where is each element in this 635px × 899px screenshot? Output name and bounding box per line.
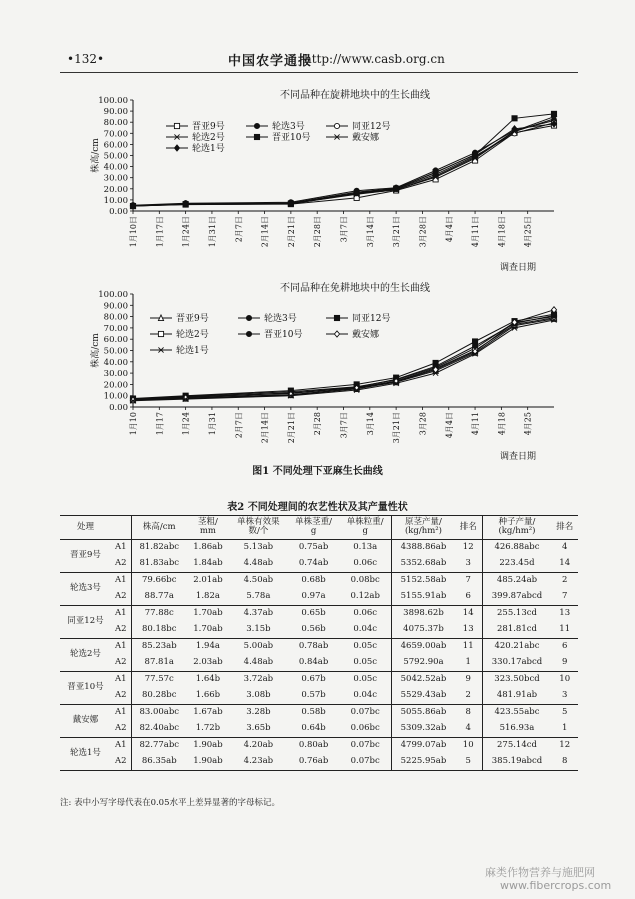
table-cell: 0.05c <box>339 638 391 655</box>
series-5 <box>130 313 556 402</box>
table-cell: 1.82a <box>187 589 229 606</box>
table-note: 注: 表中小写字母代表在0.05水平上差异显著的字母标记。 <box>60 798 280 808</box>
legend-marker <box>334 331 339 337</box>
x-tick-label: 4月4日 <box>444 216 454 243</box>
table-cell: 0.06c <box>339 556 391 573</box>
page-header <box>0 0 635 75</box>
table-cell: A1 <box>111 539 131 556</box>
x-tick-label: 3月21日 <box>392 412 402 444</box>
table-cell: 5309.32ab <box>392 721 455 738</box>
table-row <box>60 671 578 688</box>
table-cell: 85.23ab <box>141 641 177 652</box>
y-tick-label: 10.00 <box>103 195 128 206</box>
table-cell: 481.91ab <box>482 688 551 705</box>
table-cell: 0.07bc <box>339 737 391 754</box>
table-cell: 4.20ab <box>243 740 274 751</box>
y-tick-label: 0.00 <box>109 207 128 217</box>
table-cell: 1.86ab <box>193 542 223 553</box>
table-cell: 5.13ab <box>243 542 274 553</box>
table-cell: 5155.91ab <box>392 589 455 606</box>
table-cell: 4.23ab <box>229 754 288 771</box>
table-header-cell: 处理 <box>60 516 111 540</box>
treatment-name: 晋亚9号 <box>60 539 111 572</box>
table-row <box>60 737 578 754</box>
table-header-cell: 原茎产量/ (kg/hm²) <box>392 516 455 540</box>
table-cell: 1.70ab <box>187 622 229 639</box>
table-cell: 0.13a <box>339 539 391 556</box>
y-tick-label: 50.00 <box>103 151 128 162</box>
legend-item <box>326 313 390 324</box>
table-cell: A1 <box>111 704 131 721</box>
legend-label: 戴安娜 <box>352 330 380 340</box>
table-cell: 7 <box>551 589 578 606</box>
legend-item <box>246 132 310 143</box>
legend-item <box>246 120 305 132</box>
table-row <box>60 572 578 589</box>
table-cell: 0.06c <box>339 605 391 622</box>
table-cell: 420.21abc <box>494 641 540 652</box>
y-tick-label: 30.00 <box>103 369 128 380</box>
legend-marker <box>254 134 259 139</box>
table-cell: 5.00ab <box>243 641 274 652</box>
table-cell: A1 <box>111 638 131 655</box>
table-cell: 0.74ab <box>288 556 340 573</box>
legend-marker <box>334 134 340 139</box>
table-cell: 0.78ab <box>298 641 329 652</box>
table-header-cell: 种子产量/ (kg/hm²) <box>482 516 551 540</box>
table-cell: 5225.95ab <box>392 754 455 771</box>
treatment-name: 同亚12号 <box>60 605 111 638</box>
x-tick-label: 4月11 <box>471 412 481 436</box>
legend-label: 轮选1号 <box>192 144 225 154</box>
table-cell: 5 <box>455 754 482 771</box>
table-row <box>60 622 578 639</box>
table-caption: 表2 不同处理间的农艺性状及其产量性状 <box>227 502 408 513</box>
table-cell: 0.05c <box>339 671 391 688</box>
table-cell: 3.65b <box>229 721 288 738</box>
table-cell: 3898.62b <box>403 608 444 619</box>
table-cell: 82.40abc <box>131 721 187 738</box>
table-cell: 2 <box>455 688 482 705</box>
x-tick-label: 4月25 <box>523 412 533 436</box>
table-cell: 3.08b <box>229 688 288 705</box>
table-cell: 4 <box>455 721 482 738</box>
legend-item <box>326 121 390 132</box>
table-cell: 0.68b <box>301 575 326 586</box>
table-cell: 2.03ab <box>187 655 229 672</box>
table-cell: 4075.37b <box>392 622 455 639</box>
table-cell: A2 <box>111 655 131 672</box>
legend-label: 晋亚9号 <box>176 314 209 324</box>
table-cell: 1.90ab <box>187 754 229 771</box>
y-tick-label: 20.00 <box>103 184 128 195</box>
table-cell: 2.01ab <box>193 575 223 586</box>
chart-rotary-tillage <box>0 82 635 277</box>
x-tick-label: 3月14 <box>365 412 375 436</box>
table-cell: 3.15b <box>229 622 288 639</box>
chart-title: 不同品种在免耕地块中的生长曲线 <box>280 283 430 294</box>
treatment-name: 轮选3号 <box>60 572 111 605</box>
legend-item <box>166 131 225 143</box>
legend-marker <box>246 331 251 336</box>
y-tick-label: 0.00 <box>109 403 128 413</box>
table-cell: A1 <box>111 572 131 589</box>
table-cell: 2 <box>561 575 568 586</box>
table-cell: 223.45d <box>482 556 551 573</box>
table-cell: 5529.43ab <box>392 688 455 705</box>
table-cell: 12 <box>559 740 571 751</box>
table-row <box>60 605 578 622</box>
table-cell: 81.82abc <box>139 542 180 553</box>
series-line <box>133 317 554 400</box>
table-cell: 11 <box>551 622 578 639</box>
table-cell: 1.67ab <box>193 707 223 718</box>
table-cell: 5792.90a <box>392 655 455 672</box>
table-cell: 5042.52ab <box>400 674 447 685</box>
x-tick-label: 1月31日 <box>207 216 217 248</box>
legend-item <box>326 328 379 340</box>
table-cell: 0.75ab <box>298 542 329 553</box>
table-cell: A2 <box>111 589 131 606</box>
table-cell: 11 <box>455 638 482 655</box>
legend-label: 晋亚10号 <box>264 330 303 340</box>
table-cell: 1 <box>455 655 482 672</box>
table-cell: 9 <box>455 671 482 688</box>
x-tick-label: 4月11日 <box>471 216 481 248</box>
legend-label: 晋亚9号 <box>192 122 225 132</box>
legend-item <box>238 329 302 340</box>
data-point <box>551 313 556 318</box>
x-tick-label: 1月31 <box>207 412 217 436</box>
x-tick-label: 3月7日 <box>339 412 349 439</box>
x-tick-label: 3月28日 <box>418 216 428 248</box>
y-tick-label: 50.00 <box>103 346 128 357</box>
table-cell: 87.81a <box>131 655 187 672</box>
chart-no-tillage <box>0 280 635 480</box>
table-cell: 13 <box>559 608 571 619</box>
table-cell: 4.50ab <box>243 575 274 586</box>
treatment-name: 戴安娜 <box>60 704 111 737</box>
table-header-cell: 排名 <box>551 516 578 540</box>
table-cell: 5.78a <box>229 589 288 606</box>
table-cell: 9 <box>551 655 578 672</box>
y-axis-label: 株高/cm <box>91 333 101 368</box>
table-cell: 80.18bc <box>131 622 187 639</box>
legend-marker <box>174 145 179 151</box>
x-tick-label: 1月10 <box>129 412 138 436</box>
y-tick-label: 30.00 <box>103 173 128 184</box>
table-cell: 0.05c <box>339 655 391 672</box>
table-cell: 0.67b <box>301 674 326 685</box>
table-cell: 0.56b <box>288 622 340 639</box>
table-cell: 330.17abcd <box>482 655 551 672</box>
table-row <box>60 688 578 705</box>
table-cell: A2 <box>111 754 131 771</box>
table-cell: A2 <box>111 721 131 738</box>
table-cell: 255.13cd <box>497 608 537 619</box>
table-header-cell: 单株茎重/ g <box>288 516 340 540</box>
x-tick-label: 2月21日 <box>286 412 296 444</box>
legend-label: 同亚12号 <box>352 314 391 324</box>
table-cell: 1.84ab <box>187 556 229 573</box>
table-cell: 275.14cd <box>497 740 537 751</box>
table-cell: 1 <box>551 721 578 738</box>
table-cell: 0.04c <box>339 688 391 705</box>
table-cell: 79.66bc <box>141 575 177 586</box>
legend-label: 轮选2号 <box>176 330 209 340</box>
legend-label: 同亚12号 <box>352 122 391 132</box>
table-cell: 0.07bc <box>339 704 391 721</box>
y-tick-label: 100.00 <box>98 290 128 300</box>
table-cell: 5 <box>561 707 568 718</box>
table-cell: 516.93a <box>482 721 551 738</box>
table-cell: 12 <box>455 539 482 556</box>
y-tick-label: 100.00 <box>98 96 128 106</box>
legend-marker <box>246 315 251 320</box>
table-cell: 0.07bc <box>339 754 391 771</box>
y-tick-label: 40.00 <box>103 162 128 173</box>
chart-legend <box>166 120 390 154</box>
table-cell: 10 <box>455 737 482 754</box>
table-row <box>60 539 578 556</box>
agronomic-traits-table <box>60 515 578 771</box>
x-tick-label: 2月28日 <box>313 216 323 248</box>
legend-item <box>150 328 209 340</box>
table-cell: A2 <box>111 556 131 573</box>
table-cell: 4 <box>561 542 568 553</box>
table-cell: 399.87abcd <box>482 589 551 606</box>
table-cell: A2 <box>111 622 131 639</box>
x-axis-label: 调查日期 <box>500 263 537 273</box>
table-cell: 6 <box>561 641 568 652</box>
x-tick-label: 4月18日 <box>497 216 507 248</box>
table-row <box>60 556 578 573</box>
table-header-row <box>60 516 578 540</box>
x-tick-label: 4月18 <box>497 412 507 436</box>
table-cell: 5055.86ab <box>400 707 447 718</box>
table-cell: 6 <box>455 589 482 606</box>
y-tick-label: 90.00 <box>103 301 128 312</box>
chart-title: 不同品种在旋耕地块中的生长曲线 <box>280 90 430 101</box>
treatment-name: 轮选2号 <box>60 638 111 671</box>
table-header-cell: 单株粒重/ g <box>339 516 391 540</box>
legend-label: 轮选1号 <box>176 346 209 356</box>
journal-name: 中国农学通报 <box>228 54 313 69</box>
table-cell: 88.77a <box>131 589 187 606</box>
data-point <box>472 343 477 348</box>
table-cell: 0.64b <box>288 721 340 738</box>
x-tick-label: 1月17 <box>155 412 165 436</box>
y-tick-label: 90.00 <box>103 107 128 118</box>
table-cell: 4388.86ab <box>400 542 447 553</box>
table-cell: 4.37ab <box>243 608 274 619</box>
table-cell: 0.12ab <box>339 589 391 606</box>
y-tick-label: 70.00 <box>103 129 128 140</box>
table-cell: 81.83abc <box>131 556 187 573</box>
table-header-cell: 单株有效果 数/个 <box>229 516 288 540</box>
table-cell: 0.06bc <box>339 721 391 738</box>
table-cell: 77.88c <box>144 608 174 619</box>
legend-marker <box>254 123 259 128</box>
table-cell: 5352.68ab <box>392 556 455 573</box>
series-line <box>133 316 554 400</box>
legend-item <box>166 121 225 132</box>
table-cell: 323.50bcd <box>494 674 540 685</box>
table-cell: 0.04c <box>339 622 391 639</box>
x-tick-label: 2月14日 <box>260 412 270 444</box>
table-cell: 0.58b <box>301 707 326 718</box>
table-cell: 80.28bc <box>131 688 187 705</box>
y-tick-label: 40.00 <box>103 357 128 368</box>
table-cell: 1.90ab <box>193 740 223 751</box>
legend-label: 轮选2号 <box>192 133 225 143</box>
journal-url[interactable]: http://www.casb.org.cn <box>304 52 445 66</box>
watermark-line1: 麻类作物营养与施肥网 <box>485 866 595 879</box>
y-axis-label: 株高/cm <box>91 138 101 173</box>
table-cell: A1 <box>111 671 131 688</box>
table-header-cell: 株高/cm <box>131 516 187 540</box>
table-cell: 0.84ab <box>288 655 340 672</box>
x-tick-label: 4月25日 <box>523 216 533 248</box>
legend-marker <box>334 315 339 320</box>
table-body <box>60 539 578 770</box>
y-tick-label: 80.00 <box>103 312 128 323</box>
y-tick-label: 60.00 <box>103 140 128 151</box>
table-cell: 0.76ab <box>288 754 340 771</box>
legend-label: 轮选3号 <box>272 122 305 132</box>
x-tick-label: 4月4日 <box>444 412 454 439</box>
legend-marker <box>158 347 164 352</box>
x-tick-label: 3月7日 <box>339 216 349 243</box>
x-tick-label: 2月14日 <box>260 216 270 248</box>
table-cell: 3.28b <box>246 707 271 718</box>
watermark-line2: www.fibercrops.com <box>500 879 612 892</box>
table-row <box>60 721 578 738</box>
table-cell: 4.48ab <box>229 556 288 573</box>
table-cell: 1.66b <box>187 688 229 705</box>
table-cell: 8 <box>551 754 578 771</box>
table-cell: 83.00abc <box>139 707 180 718</box>
table-cell: A1 <box>111 605 131 622</box>
x-tick-label: 3月21日 <box>392 216 402 248</box>
legend-label: 晋亚10号 <box>272 133 311 143</box>
table-cell: 4799.07ab <box>400 740 447 751</box>
table-cell: 3.72ab <box>243 674 274 685</box>
header-rule <box>60 72 578 73</box>
table-cell: 1.94a <box>195 641 220 652</box>
table-cell: 1.72b <box>187 721 229 738</box>
x-tick-label: 2月21日 <box>286 216 296 248</box>
table-header-cell <box>111 516 131 540</box>
data-point <box>512 116 517 121</box>
series-line <box>133 314 554 398</box>
table-header-cell: 排名 <box>455 516 482 540</box>
legend-item <box>150 344 209 356</box>
y-tick-label: 60.00 <box>103 335 128 346</box>
legend-item <box>326 131 379 143</box>
x-tick-label: 1月10日 <box>129 216 138 248</box>
table-cell: 0.57b <box>288 688 340 705</box>
table-cell: 0.08bc <box>339 572 391 589</box>
legend-item <box>150 313 209 324</box>
table-row <box>60 754 578 771</box>
table-cell: 7 <box>455 572 482 589</box>
table-row <box>60 638 578 655</box>
table-cell: 426.88abc <box>494 542 540 553</box>
table-cell: 5152.58ab <box>400 575 447 586</box>
table-cell: 4659.00ab <box>400 641 447 652</box>
table-cell: 423.55abc <box>494 707 540 718</box>
table-cell: 3 <box>455 556 482 573</box>
table-row <box>60 655 578 672</box>
table-cell: 10 <box>559 674 571 685</box>
table-cell: 3 <box>551 688 578 705</box>
legend-marker <box>158 331 163 336</box>
y-tick-label: 70.00 <box>103 323 128 334</box>
table-row <box>60 704 578 721</box>
page-number: •132• <box>67 52 105 66</box>
table-cell: 0.97a <box>288 589 340 606</box>
legend-marker <box>334 123 339 128</box>
legend-label: 戴安娜 <box>352 133 380 143</box>
x-tick-label: 2月7日 <box>234 412 244 439</box>
x-tick-label: 3月28 <box>418 412 428 436</box>
table-row <box>60 589 578 606</box>
figure-caption: 图1 不同处理下亚麻生长曲线 <box>252 466 383 477</box>
table-cell: 0.65b <box>301 608 326 619</box>
table-cell: A1 <box>111 737 131 754</box>
table-cell: 13 <box>455 622 482 639</box>
table-cell: 0.80ab <box>298 740 329 751</box>
treatment-name: 晋亚10号 <box>60 671 111 704</box>
data-point <box>551 111 556 116</box>
table-cell: 14 <box>551 556 578 573</box>
table-cell: 1.64b <box>195 674 221 685</box>
table-cell: A2 <box>111 688 131 705</box>
table-cell: 485.24ab <box>496 575 538 586</box>
x-axis-label: 调查日期 <box>500 452 537 462</box>
table-cell: 82.77abc <box>139 740 180 751</box>
treatment-name: 轮选1号 <box>60 737 111 770</box>
table-cell: 8 <box>455 704 482 721</box>
x-tick-label: 3月14日 <box>365 216 375 248</box>
table-cell: 281.81cd <box>482 622 551 639</box>
table-cell: 77.57c <box>144 674 174 685</box>
legend-item <box>166 142 225 154</box>
y-tick-label: 10.00 <box>103 391 128 402</box>
y-tick-label: 20.00 <box>103 380 128 391</box>
x-tick-label: 2月28 <box>313 412 323 436</box>
table-header-cell: 茎粗/ mm <box>187 516 229 540</box>
x-tick-label: 2月7日 <box>234 216 244 243</box>
x-tick-label: 1月17日 <box>155 216 165 248</box>
table-cell: 86.35ab <box>131 754 187 771</box>
x-tick-label: 1月24 <box>181 412 191 436</box>
legend-item <box>238 312 297 324</box>
y-tick-label: 80.00 <box>103 118 128 129</box>
x-tick-label: 1月24日 <box>181 216 191 248</box>
legend-label: 轮选3号 <box>264 314 297 324</box>
chart-legend <box>150 312 390 356</box>
table-cell: 1.70ab <box>193 608 223 619</box>
table-cell: 4.48ab <box>229 655 288 672</box>
legend-marker <box>174 123 179 128</box>
table-cell: 385.19abcd <box>482 754 551 771</box>
table-cell: 14 <box>455 605 482 622</box>
